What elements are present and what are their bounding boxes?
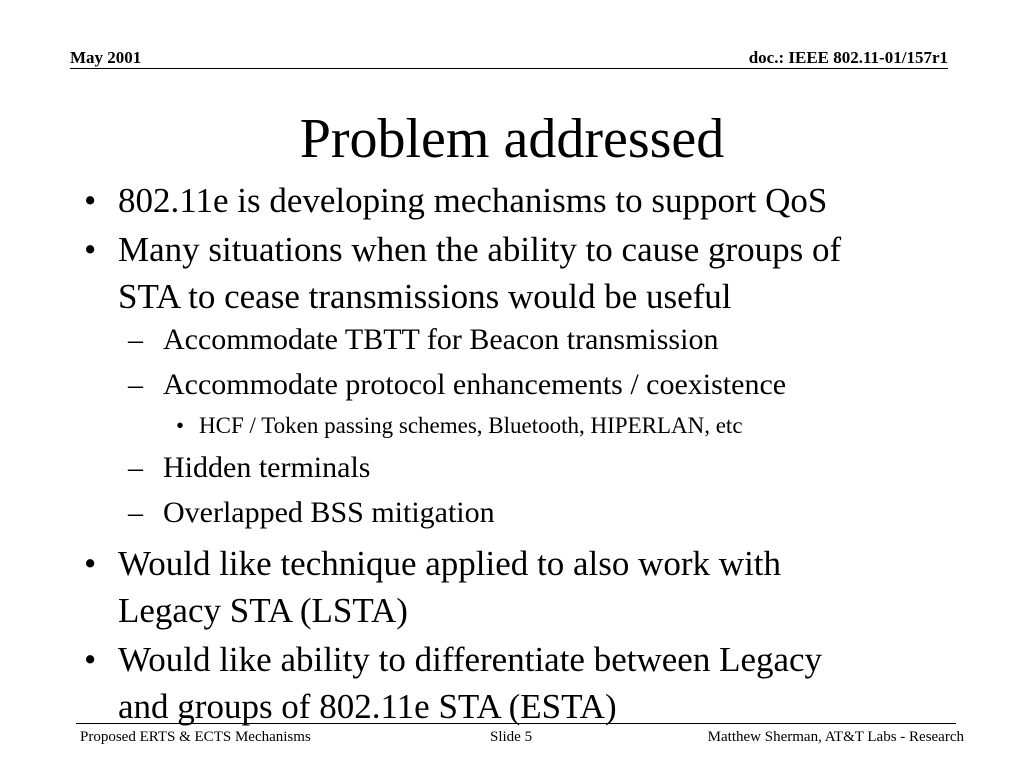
bullet-text-line: Many situations when the ability to cause groups of: [118, 230, 842, 269]
dash-marker: –: [128, 451, 143, 484]
header-date: May 2001: [70, 48, 142, 67]
footer-rule: [76, 723, 956, 724]
bullet-marker: •: [176, 413, 185, 438]
dash-marker: –: [128, 323, 143, 356]
header-rule: [70, 68, 948, 69]
sub-bullet-item: [128, 320, 719, 360]
bullet-item: [84, 540, 782, 634]
footer-presentation-title: Proposed ERTS & ECTS Mechanisms: [80, 729, 311, 745]
sub-sub-bullet-text: HCF / Token passing schemes, Bluetooth, HIPERLAN, etc: [199, 413, 743, 438]
sub-bullet-text: Accommodate TBTT for Beacon transmission: [163, 323, 719, 356]
sub-sub-bullet-item: [176, 411, 743, 441]
sub-bullet-item: [128, 365, 787, 405]
bullet-text-line: Would like technique applied to also work with: [118, 544, 782, 583]
bullet-item: [84, 226, 842, 320]
sub-bullet-text: Hidden terminals: [163, 451, 371, 484]
bullet-marker: •: [84, 640, 97, 679]
bullet-text-line: Legacy STA (LSTA): [118, 591, 408, 630]
bullet-text-line: and groups of 802.11e STA (ESTA): [118, 687, 617, 726]
dash-marker: –: [128, 368, 143, 401]
bullet-item: [84, 177, 828, 224]
sub-bullet-text: Accommodate protocol enhancements / coexistence: [163, 368, 787, 401]
sub-bullet-item: [128, 493, 495, 533]
footer-slide-number: Slide 5: [490, 729, 533, 745]
bullet-marker: •: [84, 544, 97, 583]
footer-author: Matthew Sherman, AT&T Labs - Research: [707, 729, 964, 745]
header-doc-id: doc.: IEEE 802.11-01/157r1: [748, 48, 948, 67]
bullet-item: [84, 636, 823, 730]
bullet-marker: •: [84, 181, 97, 220]
bullet-text-line: STA to cease transmissions would be useful: [118, 277, 732, 316]
bullet-marker: •: [84, 230, 97, 269]
bullet-text-line: Would like ability to differentiate between Legacy: [118, 640, 823, 679]
sub-bullet-item: [128, 448, 371, 488]
dash-marker: –: [128, 496, 143, 529]
bullet-text: 802.11e is developing mechanisms to support QoS: [118, 181, 828, 220]
slide-title: Problem addressed: [299, 108, 725, 170]
sub-bullet-text: Overlapped BSS mitigation: [163, 496, 495, 529]
